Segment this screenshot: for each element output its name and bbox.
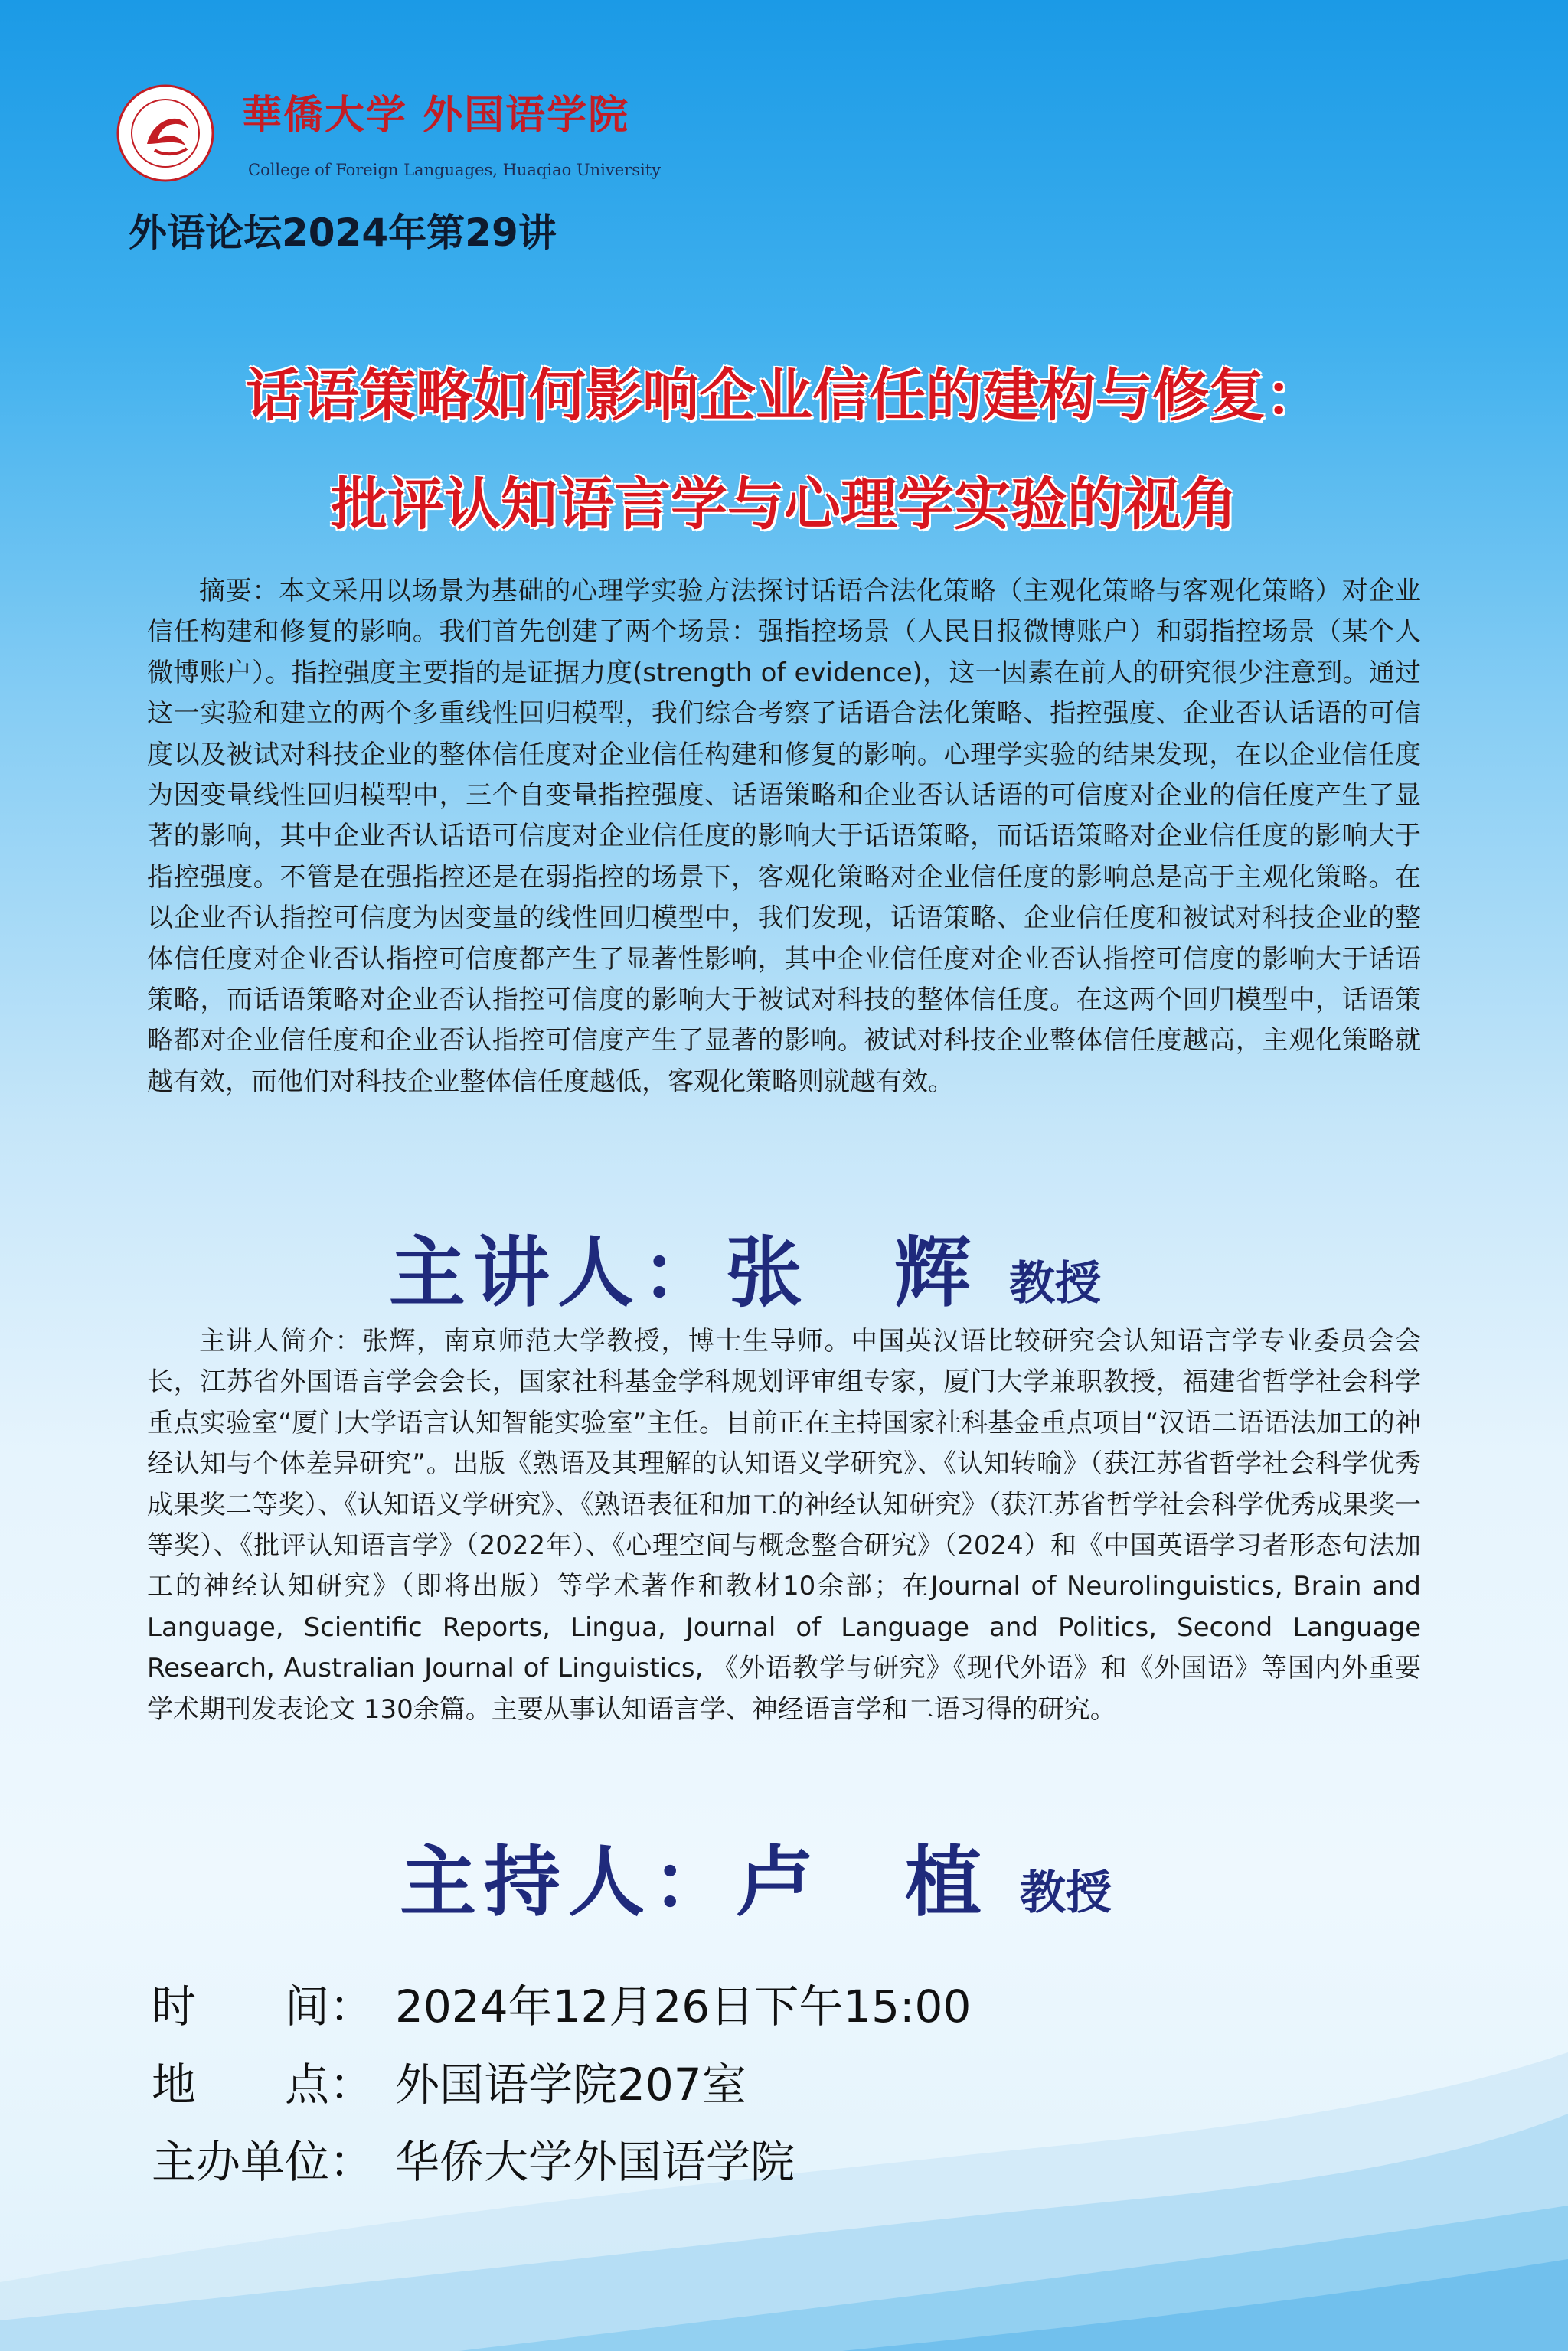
college-emblem-icon (116, 84, 214, 182)
info-value-location: 外国语学院207室 (395, 2059, 746, 2111)
speaker-heading (389, 1211, 1101, 1321)
info-label-organizer: 主办单位： (152, 2136, 374, 2188)
info-label-location: 地 点： (152, 2059, 374, 2111)
lecture-title-line-1: 话语策略如何影响企业信任的建构与修复： (246, 363, 1322, 429)
speaker-name: 主讲人：张 辉 (389, 1227, 978, 1318)
lecture-series-label: 外语论坛2024年第29讲 (129, 211, 557, 255)
college-logo (116, 80, 668, 194)
lecture-title-line-2: 批评认知语言学与心理学实验的视角 (331, 472, 1237, 537)
speaker-title: 教授 (1009, 1257, 1101, 1311)
info-row-location (152, 2049, 746, 2113)
abstract-paragraph: 摘要：本文采用以场景为基础的心理学实验方法探讨话语合法化策略（主观化策略与客观化策略）对企业信任构建和修复的影响。我们首先创建了两个场景：强指控场景（人民日报微博账户）和弱指控场景（某个人微博账户）。指控强度主要指的是证据力度(strength of evidence)，这一因素在前人的研究很少注意到。通过这一实验和建立的两个多重线性回归模型，我们综合考察了话语合法化策略、指控强度、企业否认话语的可信度以及被试对科技企业的整体信任度对企业信任构建和修复的影响。心理学实验的结果发现，在以企业信任度为因变量线性回归模型中，三个自变量指控强度、话语策略和企业否认话语的可信度对企业的信任度产生了显著的影响，其中企业否认话语可信度对企业信任度的影响大于话语策略，而话语策略对企业信任度的影响大于指控强度。不管是在强指控还是在弱指控的场景下，客观化策略对企业信任度的影响总是高于主观化策略。在以企业否认指控可信度为因变量的线性回归模型中，我们发现，话语策略、企业信任度和被试对科技企业的整体信任度对企业否认指控可信度都产生了显著性影响，其中企业信任度对企业否认指控可信度的影响大于话语策略，而话语策略对企业否认指控可信度的影响大于被试对科技的整体信任度。在这两个回归模型中，话语策略都对企业信任度和企业否认指控可信度产生了显著的影响。被试对科技企业整体信任度越高，主观化策略就越有效，而他们对科技企业整体信任度越低，客观化策略则就越有效。 (147, 576, 1421, 1097)
info-label-time: 时 间： (152, 1980, 374, 2033)
host-name: 主持人：卢 植 (400, 1837, 989, 1927)
speaker-bio-paragraph: 主讲人简介：张辉，南京师范大学教授，博士生导师。中国英汉语比较研究会认知语言学专业委员会会长，江苏省外国语言学会会长，国家社科基金学科规划评审组专家，厦门大学兼职教授，福建省哲学社会科学重点实验室“厦门大学语言认知智能实验室”主任。目前正在主持国家社科基金重点项目“汉语二语语法加工的神经认知与个体差异研究”。出版《熟语及其理解的认知语义学研究》、《认知转喻》（获江苏省哲学社会科学优秀成果奖二等奖）、《认知语义学研究》、《熟语表征和加工的神经认知研究》（获江苏省哲学社会科学优秀成果奖一等奖）、《批评认知语言学》（2022年）、《心理空间与概念整合研究》（2024）和《中国英语学习者形态句法加工的神经认知研究》（即将出版）等学术著作和教材10余部；在Journal of Neurolinguistics, Brain and Language, Scientific Reports, Lingua, Journal of Language and Politics, Second Language Research, Australian Journal of Linguistics, 《外语教学与研究》《现代外语》和《外国语》等国内外重要学术期刊发表论文 130余篇。主要从事认知语言学、神经语言学和二语习得的研究。 (147, 1326, 1421, 1725)
school-name-en: College of Foreign Languages, Huaqiao University (248, 161, 661, 179)
info-row-organizer (152, 2126, 795, 2190)
info-row-time (152, 1971, 971, 2035)
school-name-cn: 華僑大学 外国语学院 (242, 92, 630, 139)
host-title: 教授 (1020, 1866, 1112, 1920)
info-value-time: 2024年12月26日下午15:00 (395, 1980, 972, 2033)
host-heading (400, 1820, 1112, 1931)
info-value-organizer: 华侨大学外国语学院 (395, 2136, 795, 2188)
